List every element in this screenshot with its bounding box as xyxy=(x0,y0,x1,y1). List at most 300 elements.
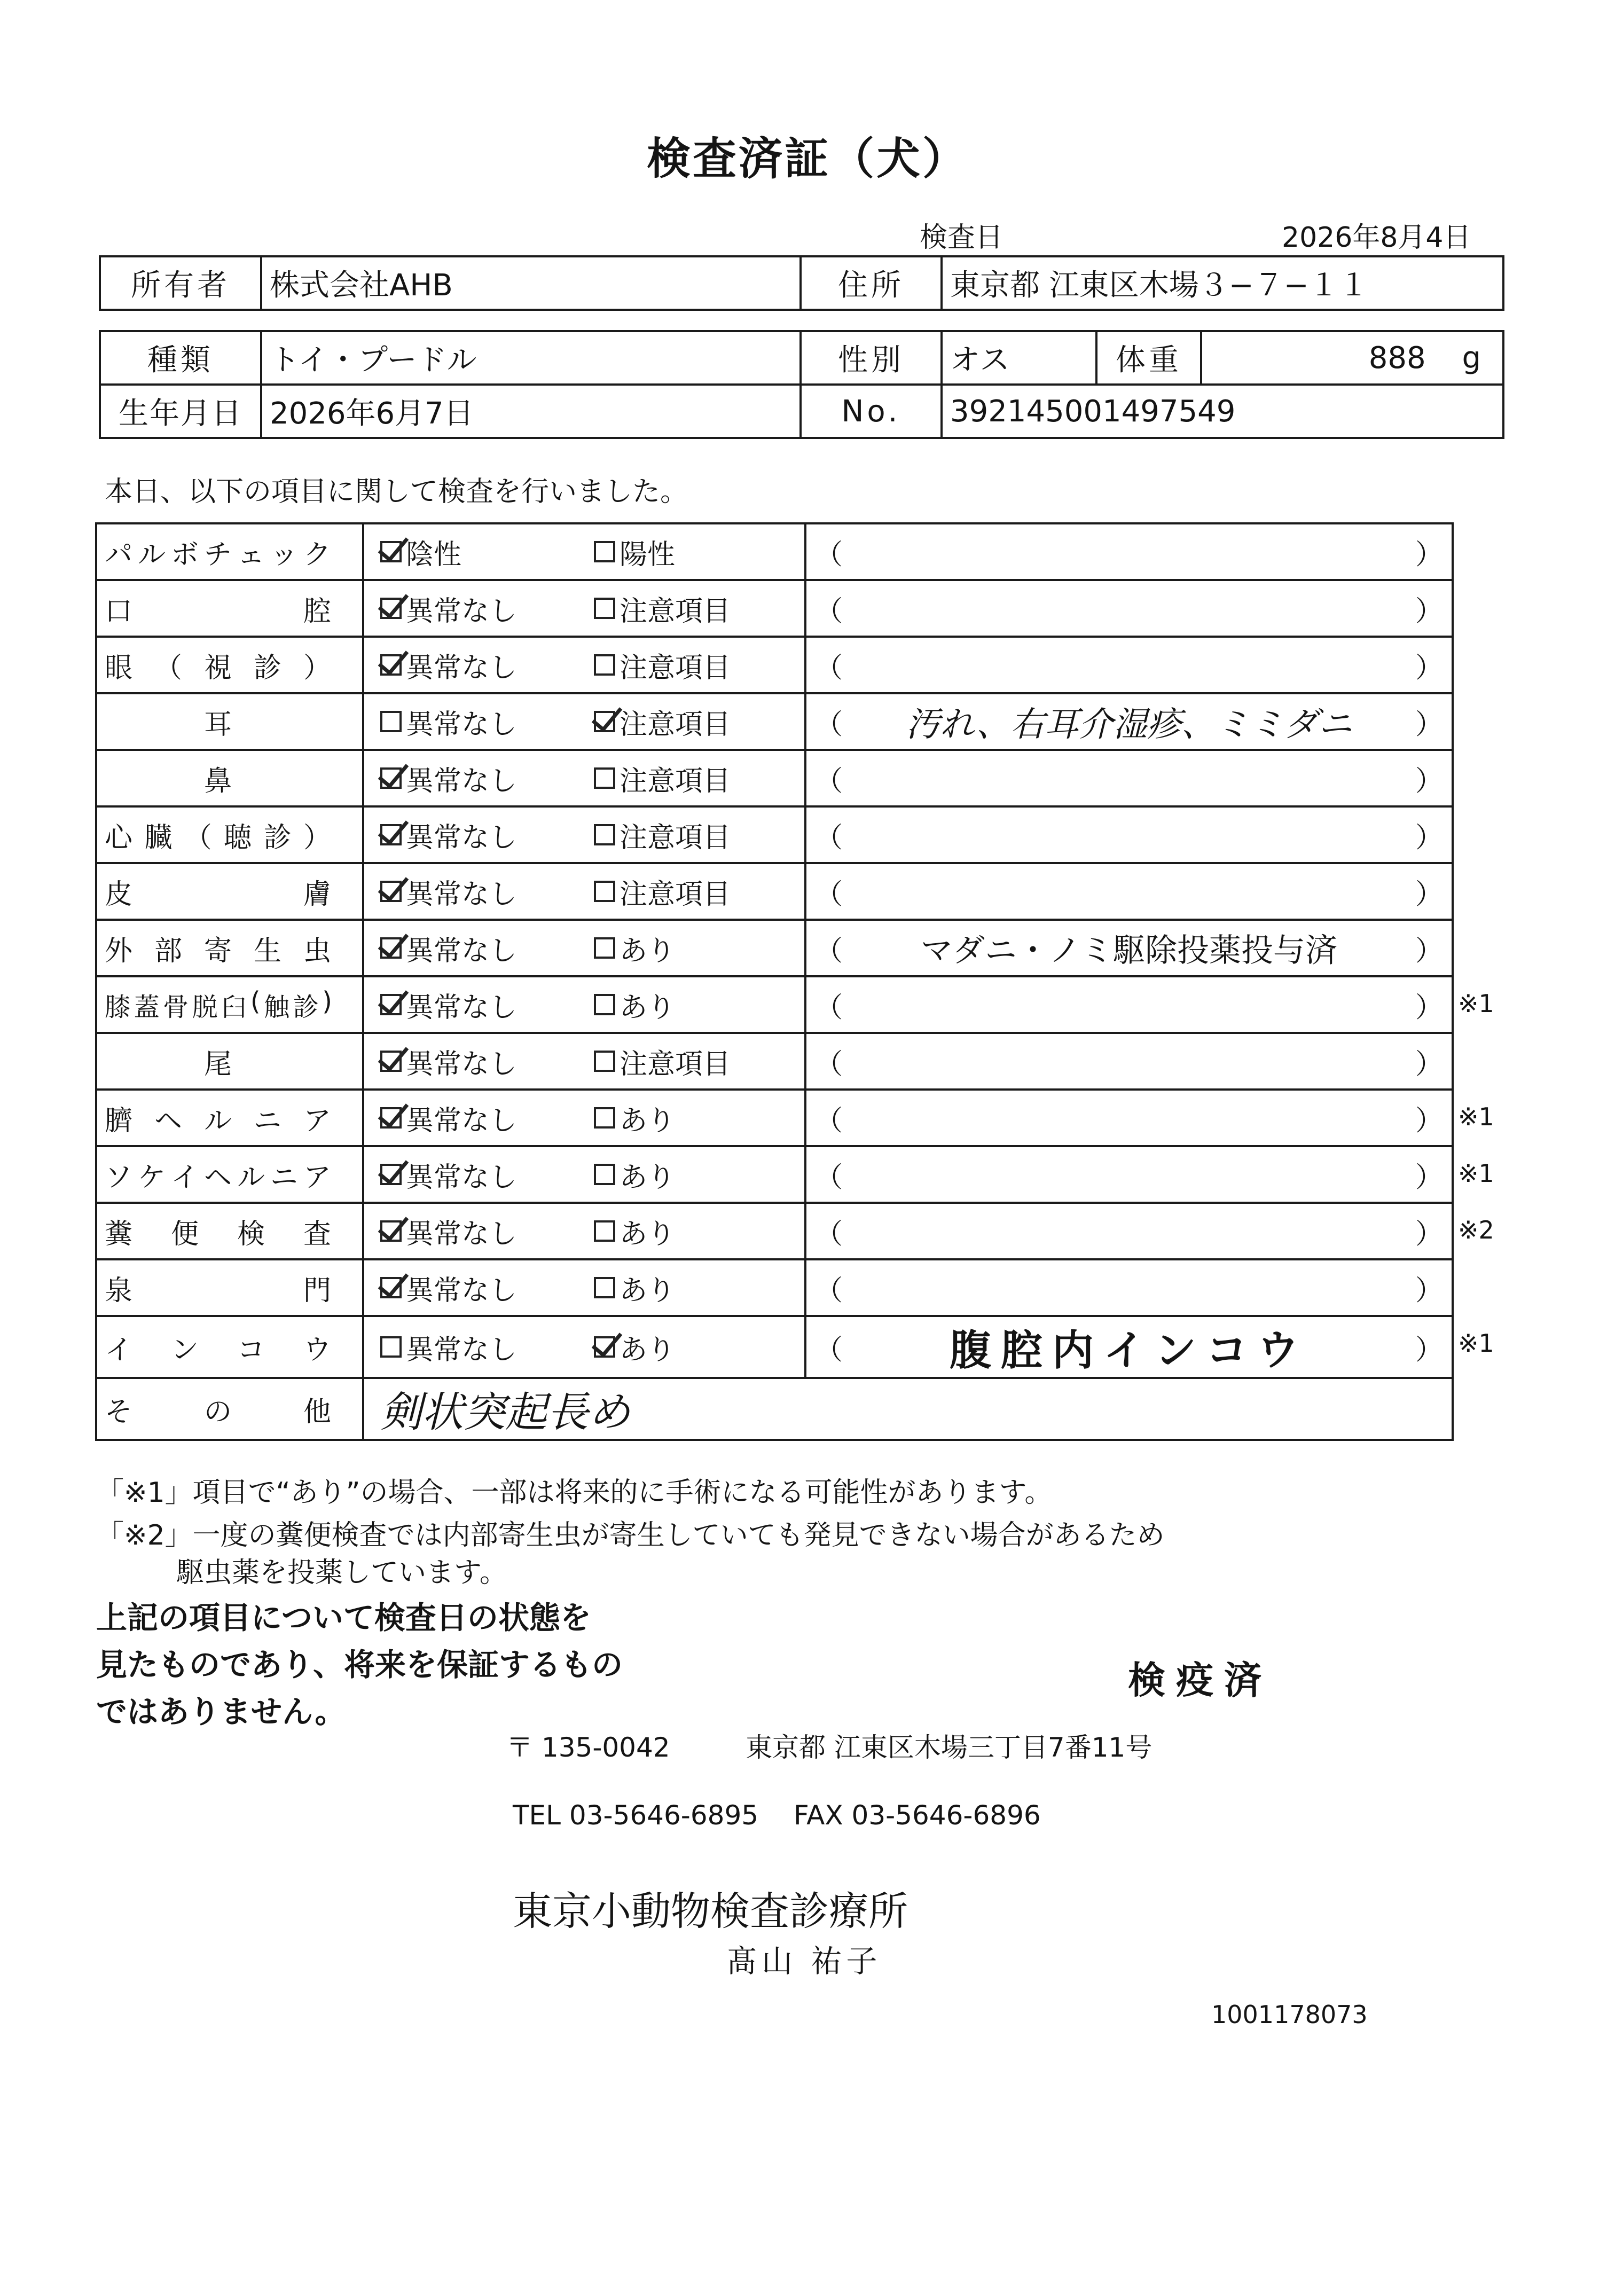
inspection-row xyxy=(96,1090,1453,1146)
label-char: コ xyxy=(237,1334,265,1366)
close-paren: ） xyxy=(1415,1218,1443,1250)
label-char: ア xyxy=(303,1104,331,1137)
option-label: 注意項目 xyxy=(620,595,731,628)
disclaimer-line: 上記の項目について検査日の状態を xyxy=(96,1600,591,1636)
item-name-cell xyxy=(96,806,363,863)
open-paren: （ xyxy=(815,708,843,741)
item-name xyxy=(97,645,336,685)
open-paren: （ xyxy=(815,991,843,1024)
label-char: 尾 xyxy=(203,1048,232,1080)
close-paren: ） xyxy=(1415,1048,1443,1080)
close-paren: ） xyxy=(1415,538,1443,571)
item-option[interactable] xyxy=(594,1268,675,1308)
pet-info-table xyxy=(99,330,1504,439)
label-char: （ xyxy=(154,652,182,684)
label-char: 門 xyxy=(303,1274,331,1307)
checkbox[interactable] xyxy=(594,541,615,562)
open-paren: （ xyxy=(815,1334,843,1366)
inspection-row xyxy=(96,693,1453,750)
item-options-cell xyxy=(363,637,805,693)
label-char: 臍 xyxy=(105,1104,133,1137)
close-paren: ） xyxy=(1415,935,1443,967)
other-note-cell xyxy=(363,1378,1453,1440)
item-option[interactable] xyxy=(594,702,731,742)
sex-label: 性別 xyxy=(801,331,942,385)
label-char: ヘ xyxy=(154,1104,182,1137)
label-char: ル xyxy=(137,538,166,571)
item-option[interactable] xyxy=(594,1098,675,1138)
checkbox[interactable] xyxy=(380,711,402,732)
item-options-cell xyxy=(363,1146,805,1203)
item-name xyxy=(97,758,336,798)
item-name-cell xyxy=(96,1203,363,1259)
close-paren: ） xyxy=(1415,1161,1443,1194)
other-label xyxy=(97,1389,336,1429)
disclaimer xyxy=(96,1594,623,1735)
disclaimer-line: 見たものであり、将来を保証するもの xyxy=(96,1647,623,1683)
close-paren: ） xyxy=(1415,1334,1443,1366)
label-char: 他 xyxy=(303,1396,331,1428)
item-name-cell xyxy=(96,1146,363,1203)
item-note-cell xyxy=(805,637,1453,693)
item-option[interactable] xyxy=(594,589,731,629)
item-name-cell xyxy=(96,693,363,750)
checked-checkbox[interactable] xyxy=(380,654,402,676)
item-name-cell xyxy=(96,580,363,637)
item-note-cell xyxy=(805,1316,1453,1378)
checked-checkbox[interactable] xyxy=(380,1164,402,1185)
item-name-cell xyxy=(96,750,363,806)
label-char: ェ xyxy=(237,538,265,571)
option-label: 注意項目 xyxy=(620,708,731,741)
open-paren: （ xyxy=(815,935,843,967)
checkbox[interactable] xyxy=(594,598,615,619)
checked-checkbox[interactable] xyxy=(380,824,402,845)
inspection-date-label: 検査日 xyxy=(920,222,1004,254)
item-option[interactable] xyxy=(380,928,517,968)
sex-value: オス xyxy=(942,331,1096,385)
label-char: パ xyxy=(105,538,133,571)
item-option[interactable] xyxy=(380,645,517,685)
intro-text: 本日、以下の項目に関して検査を行いました。 xyxy=(105,476,688,508)
breed-label: 種類 xyxy=(100,331,261,385)
checked-checkbox[interactable] xyxy=(380,1277,402,1298)
label-char: 膚 xyxy=(303,878,331,911)
label-char: 査 xyxy=(303,1218,331,1250)
fax-number: FAX 03-5646-6896 xyxy=(794,1800,1041,1831)
label-char: 検 xyxy=(237,1218,265,1250)
option-label: あり xyxy=(620,1274,676,1307)
checked-checkbox[interactable] xyxy=(380,994,402,1015)
item-name-cell xyxy=(96,863,363,920)
open-paren: （ xyxy=(815,652,843,684)
label-char: ニ xyxy=(270,1161,298,1194)
checkbox[interactable] xyxy=(594,1051,615,1072)
item-options-cell xyxy=(363,693,805,750)
item-options-cell xyxy=(363,920,805,976)
option-label: 異常なし xyxy=(406,1218,518,1250)
label-char: ウ xyxy=(303,1334,331,1366)
other-row xyxy=(96,1378,1453,1440)
number-label: No. xyxy=(801,385,942,438)
checked-checkbox[interactable] xyxy=(380,598,402,619)
open-paren: （ xyxy=(815,595,843,628)
option-label: 注意項目 xyxy=(620,821,731,854)
item-name xyxy=(97,1268,336,1308)
label-char: 眼 xyxy=(105,652,133,684)
option-label: 注意項目 xyxy=(620,878,731,911)
item-name-cell xyxy=(96,1259,363,1316)
open-paren: （ xyxy=(815,878,843,911)
item-option[interactable] xyxy=(380,815,517,855)
open-paren: （ xyxy=(815,765,843,797)
checked-checkbox[interactable] xyxy=(594,1336,615,1358)
label-char: ク xyxy=(303,538,331,571)
option-label: 異常なし xyxy=(406,1274,518,1307)
label-char: 皮 xyxy=(105,878,133,911)
option-label: あり xyxy=(620,1334,676,1366)
item-note-cell xyxy=(805,523,1453,580)
open-paren: （ xyxy=(815,538,843,571)
address-label: 住所 xyxy=(801,256,942,310)
label-char: 触 xyxy=(264,992,289,1022)
label-char: 臓 xyxy=(144,821,173,854)
option-label: 異常なし xyxy=(406,595,518,628)
label-char: 臼 xyxy=(221,992,246,1022)
clinic-name: 東京小動物検査診療所 xyxy=(513,1888,908,1934)
label-char: 視 xyxy=(203,652,232,684)
item-option[interactable] xyxy=(380,532,461,572)
checked-checkbox[interactable] xyxy=(380,1220,402,1242)
checkbox[interactable] xyxy=(594,937,615,959)
label-char: 口 xyxy=(105,595,133,628)
document-number: 1001178073 xyxy=(1211,2000,1368,2029)
checkbox[interactable] xyxy=(594,824,615,845)
inspection-row xyxy=(96,750,1453,806)
checkbox[interactable] xyxy=(380,1336,402,1358)
item-option[interactable] xyxy=(380,872,517,912)
option-label: 注意項目 xyxy=(620,652,731,684)
address-value: 東京都 江東区木場３−７−１１ xyxy=(942,256,1503,310)
checkbox[interactable] xyxy=(594,1164,615,1185)
reference-mark: ※1 xyxy=(1458,1329,1494,1358)
item-options-cell xyxy=(363,863,805,920)
option-label: あり xyxy=(620,1161,676,1194)
open-paren: （ xyxy=(815,1218,843,1250)
label-char: ） xyxy=(303,821,331,854)
item-note-cell xyxy=(805,580,1453,637)
checked-checkbox[interactable] xyxy=(380,767,402,789)
label-char: ） xyxy=(303,652,331,684)
label-char: 骨 xyxy=(163,992,188,1022)
checkbox[interactable] xyxy=(594,654,615,676)
item-note-cell xyxy=(805,1203,1453,1259)
checked-checkbox[interactable] xyxy=(380,881,402,902)
close-paren: ） xyxy=(1415,821,1443,854)
label-char: チ xyxy=(203,538,232,571)
option-label: 異常なし xyxy=(406,935,518,967)
item-note: 腹腔内インコウ xyxy=(949,1327,1308,1375)
checkbox[interactable] xyxy=(594,1277,615,1298)
item-option[interactable] xyxy=(594,532,675,572)
item-note-cell xyxy=(805,693,1453,750)
close-paren: ） xyxy=(1415,708,1443,741)
option-label: あり xyxy=(620,991,676,1024)
label-char: 便 xyxy=(170,1218,199,1250)
item-note: マダニ・ノミ駆除投薬投与済 xyxy=(921,932,1337,969)
item-options-cell xyxy=(363,1033,805,1090)
item-option[interactable] xyxy=(594,1327,675,1367)
item-option[interactable] xyxy=(380,1327,517,1367)
clinic-address: 東京都 江東区木場三丁目7番11号 xyxy=(746,1732,1153,1763)
item-option[interactable] xyxy=(594,758,731,798)
label-char: 心 xyxy=(105,821,133,854)
item-option[interactable] xyxy=(594,1041,731,1082)
inspection-row xyxy=(96,1259,1453,1316)
item-name xyxy=(97,872,336,912)
quarantine-stamp: 検疫済 xyxy=(1128,1658,1272,1702)
footnote-2-line2: 駆虫薬を投薬しています。 xyxy=(176,1557,507,1589)
close-paren: ） xyxy=(1415,1274,1443,1307)
item-name xyxy=(97,702,336,742)
option-label: 異常なし xyxy=(406,1334,518,1366)
item-options-cell xyxy=(363,976,805,1033)
item-options-cell xyxy=(363,1090,805,1146)
checkbox[interactable] xyxy=(594,881,615,902)
option-label: 注意項目 xyxy=(620,1048,731,1080)
label-char: ア xyxy=(303,1161,331,1194)
checkbox[interactable] xyxy=(594,1107,615,1129)
label-char: （ xyxy=(184,821,212,854)
item-options-cell xyxy=(363,1203,805,1259)
item-option[interactable] xyxy=(380,1155,517,1195)
checkbox[interactable] xyxy=(594,767,615,789)
item-name-cell xyxy=(96,976,363,1033)
item-options-cell xyxy=(363,580,805,637)
item-name xyxy=(97,986,336,1023)
disclaimer-line: ではありません。 xyxy=(96,1694,346,1730)
item-name xyxy=(97,1327,336,1367)
item-option[interactable] xyxy=(594,872,731,912)
label-char: ヘ xyxy=(203,1161,232,1194)
item-options-cell xyxy=(363,750,805,806)
checkbox[interactable] xyxy=(594,1220,615,1242)
label-char: 寄 xyxy=(203,935,232,967)
weight-value: 888 xyxy=(1368,340,1426,375)
label-char: ン xyxy=(170,1334,199,1366)
label-char: 泉 xyxy=(105,1274,133,1307)
label-char: 外 xyxy=(105,935,133,967)
label-char: ッ xyxy=(270,538,298,571)
other-label-cell xyxy=(96,1378,363,1440)
option-label: あり xyxy=(620,1218,676,1250)
person-name: 髙山 祐子 xyxy=(726,1943,882,1979)
label-char: イ xyxy=(105,1334,133,1366)
label-char: ( xyxy=(250,986,260,1016)
reference-mark: ※1 xyxy=(1458,1102,1494,1131)
reference-mark: ※1 xyxy=(1458,1159,1494,1188)
label-char: 脱 xyxy=(192,992,217,1022)
label-char: 生 xyxy=(253,935,281,967)
inspection-items-table xyxy=(95,522,1454,1441)
option-label: 異常なし xyxy=(406,1048,518,1080)
label-char: 聴 xyxy=(224,821,252,854)
item-option[interactable] xyxy=(594,985,675,1025)
item-name xyxy=(97,589,336,629)
item-note-cell xyxy=(805,1033,1453,1090)
item-note-cell xyxy=(805,1146,1453,1203)
item-note-cell xyxy=(805,976,1453,1033)
option-label: 異常なし xyxy=(406,991,518,1024)
item-name xyxy=(97,532,336,572)
weight-cell xyxy=(1201,331,1503,385)
item-options-cell xyxy=(363,1259,805,1316)
label-char: 鼻 xyxy=(203,765,232,797)
open-paren: （ xyxy=(815,821,843,854)
item-option[interactable] xyxy=(594,928,675,968)
close-paren: ） xyxy=(1415,765,1443,797)
item-name-cell xyxy=(96,1316,363,1378)
checkbox[interactable] xyxy=(594,994,615,1015)
option-label: あり xyxy=(620,935,676,967)
label-char: ケ xyxy=(137,1161,166,1194)
option-label: 異常なし xyxy=(406,878,518,911)
owner-table xyxy=(99,255,1504,311)
option-label: 異常なし xyxy=(406,708,518,741)
inspection-row xyxy=(96,580,1453,637)
item-option[interactable] xyxy=(594,1155,675,1195)
item-options-cell xyxy=(363,523,805,580)
reference-mark: ※1 xyxy=(1458,989,1494,1018)
item-options-cell xyxy=(363,806,805,863)
inspection-row xyxy=(96,1203,1453,1259)
inspection-row xyxy=(96,1316,1453,1378)
item-name xyxy=(97,815,336,855)
item-name xyxy=(97,1041,336,1082)
label-char: ) xyxy=(322,986,331,1016)
close-paren: ） xyxy=(1415,652,1443,684)
weight-unit: g xyxy=(1462,340,1481,375)
label-char: 耳 xyxy=(203,708,232,741)
item-note-cell xyxy=(805,806,1453,863)
item-option[interactable] xyxy=(594,815,731,855)
owner-value: 株式会社AHB xyxy=(261,256,801,310)
item-option[interactable] xyxy=(380,589,517,629)
item-option[interactable] xyxy=(380,758,517,798)
label-char: イ xyxy=(170,1161,199,1194)
close-paren: ） xyxy=(1415,595,1443,628)
label-char: ル xyxy=(237,1161,265,1194)
inspection-row xyxy=(96,637,1453,693)
option-label: 異常なし xyxy=(406,652,518,684)
label-char: 虫 xyxy=(303,935,331,967)
label-char: の xyxy=(203,1396,232,1428)
open-paren: （ xyxy=(815,1104,843,1137)
inspection-row xyxy=(96,523,1453,580)
document-title: 検査済証（犬） xyxy=(646,134,968,184)
option-label: 異常なし xyxy=(406,1161,518,1194)
checked-checkbox[interactable] xyxy=(594,711,615,732)
inspection-row xyxy=(96,920,1453,976)
open-paren: （ xyxy=(815,1274,843,1307)
owner-label: 所有者 xyxy=(100,256,261,310)
inspection-row xyxy=(96,863,1453,920)
checked-checkbox[interactable] xyxy=(380,1051,402,1072)
footnote-2-line1: 「※2」一度の糞便検査では内部寄生虫が寄生していても発見できない場合があるため xyxy=(96,1519,1165,1551)
checked-checkbox[interactable] xyxy=(380,1107,402,1129)
reference-mark: ※2 xyxy=(1458,1216,1494,1244)
label-char: ソ xyxy=(105,1161,133,1194)
item-name xyxy=(97,1211,336,1251)
item-name-cell xyxy=(96,523,363,580)
item-option[interactable] xyxy=(380,702,517,742)
contact-line xyxy=(513,1800,1041,1831)
inspection-row xyxy=(96,1146,1453,1203)
item-option[interactable] xyxy=(380,1268,517,1308)
postal-code: 〒 135-0042 xyxy=(506,1732,670,1763)
item-option[interactable] xyxy=(594,645,731,685)
item-name-cell xyxy=(96,1090,363,1146)
phone-number: TEL 03-5646-6895 xyxy=(513,1800,759,1831)
item-option[interactable] xyxy=(380,1041,517,1082)
item-option[interactable] xyxy=(380,985,517,1025)
label-char: 蓋 xyxy=(134,992,159,1022)
option-label: 注意項目 xyxy=(620,765,731,797)
close-paren: ） xyxy=(1415,991,1443,1024)
inspection-row xyxy=(96,976,1453,1033)
item-note-cell xyxy=(805,1090,1453,1146)
close-paren: ） xyxy=(1415,1104,1443,1137)
option-label: 陰性 xyxy=(406,538,462,571)
item-option[interactable] xyxy=(380,1098,517,1138)
item-name xyxy=(97,1155,336,1195)
birthdate-value: 2026年6月7日 xyxy=(261,385,801,438)
item-name-cell xyxy=(96,920,363,976)
inspection-row xyxy=(96,1033,1453,1090)
label-char: ル xyxy=(203,1104,232,1137)
item-note-cell xyxy=(805,863,1453,920)
number-value: 392145001497549 xyxy=(942,385,1503,438)
open-paren: （ xyxy=(815,1048,843,1080)
item-option[interactable] xyxy=(594,1211,675,1251)
label-char: 診 xyxy=(263,821,292,854)
item-name-cell xyxy=(96,1033,363,1090)
option-label: あり xyxy=(620,1104,676,1137)
checked-checkbox[interactable] xyxy=(380,937,402,959)
other-note: 剣状突起長め xyxy=(380,1389,631,1437)
inspection-items-body xyxy=(96,523,1453,1440)
close-paren: ） xyxy=(1415,878,1443,911)
label-char: 部 xyxy=(154,935,182,967)
label-char: 診 xyxy=(253,652,281,684)
option-label: 陽性 xyxy=(620,538,676,571)
label-char: そ xyxy=(105,1396,133,1428)
checked-checkbox[interactable] xyxy=(380,541,402,562)
option-label: 異常なし xyxy=(406,765,518,797)
item-option[interactable] xyxy=(380,1211,517,1251)
label-char: 糞 xyxy=(105,1218,133,1250)
label-char: ボ xyxy=(170,538,199,571)
item-name xyxy=(97,928,336,968)
item-note-cell xyxy=(805,920,1453,976)
breed-value: トイ・プードル xyxy=(261,331,801,385)
inspection-row xyxy=(96,806,1453,863)
item-note: 汚れ、右耳介湿疹、ミミダニ xyxy=(906,705,1352,745)
inspection-date-value: 2026年8月4日 xyxy=(1282,222,1471,254)
item-note-cell xyxy=(805,750,1453,806)
option-label: 異常なし xyxy=(406,1104,518,1137)
open-paren: （ xyxy=(815,1161,843,1194)
